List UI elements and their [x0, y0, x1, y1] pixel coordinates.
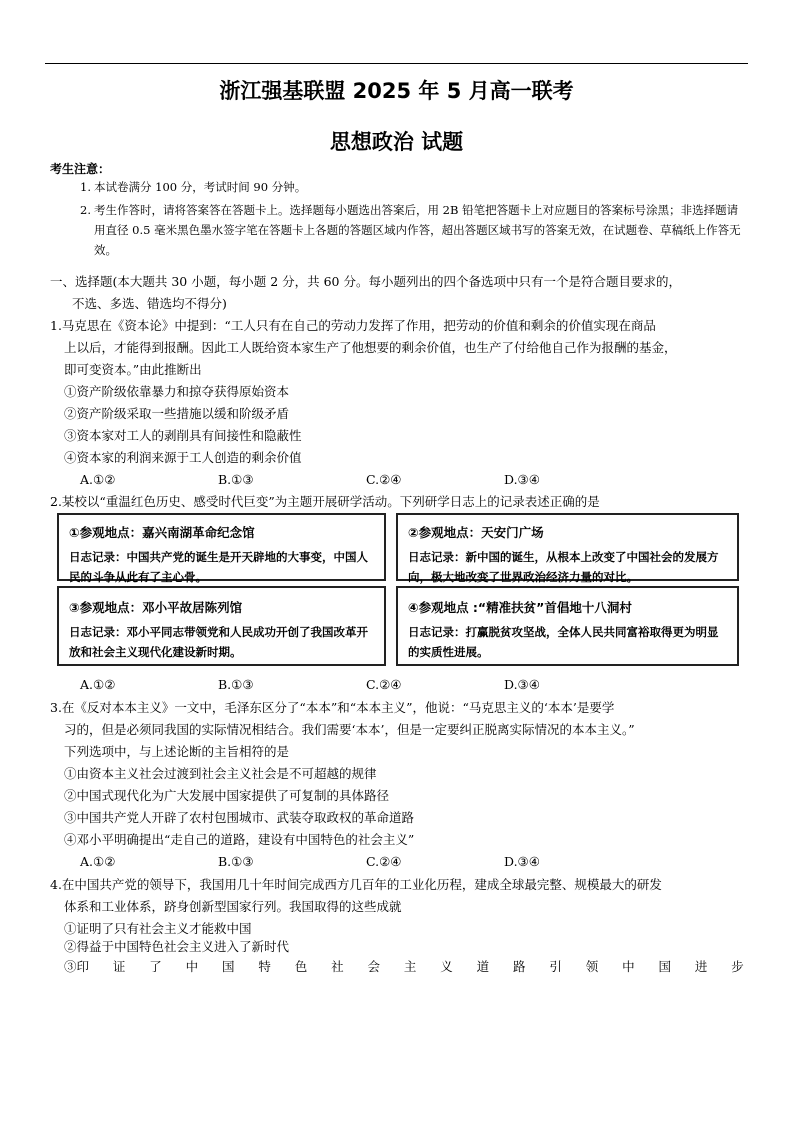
option-b[interactable]: B.①③: [218, 472, 254, 487]
notice-item-text: 考生作答时，请将答案答在答题卡上。选择题每小题选出答案后，用 2B 铅笔把答题卡上对应题目的答案标号涂黑；非选择题请用直径 0.5 毫米黑色墨水签字笔在答题卡上各题的答题区域内作答，超出答题区域书写的答案无效，在试题卷、草稿纸上作答无效。: [94, 203, 741, 257]
q1-statement: ②资产阶级采取一些措施以缓和阶级矛盾: [64, 406, 290, 421]
log-box-1: [57, 513, 386, 584]
spread-char: 色: [294, 959, 308, 974]
q3-stem: 3.在《反对本本主义》一文中，毛泽东区分了“本本”和“本本主义”，他说：“马克思主义的‘本本’是要学: [50, 700, 615, 715]
q4-statement: ②得益于中国特色社会主义进入了新时代: [64, 939, 290, 954]
q4-stem: 体系和工业体系，跻身创新型国家行列。我国取得的这些成就: [64, 899, 402, 914]
option-a[interactable]: A.①②: [80, 854, 116, 869]
q3-statement: ②中国式现代化为广大发展中国家提供了可复制的具体路径: [64, 788, 390, 803]
notice-item-number: 1.: [80, 180, 91, 194]
q4-statement-spread: [64, 956, 744, 978]
q1-statement: ③资本家对工人的剥削具有间接性和隐蔽性: [64, 428, 302, 443]
spread-char: 中: [622, 959, 635, 974]
q2-stem: 2.某校以“重温红色历史、感受时代巨变”为主题开展研学活动。下列研学日志上的记录表述正确的是: [50, 494, 600, 509]
spread-char: ③印: [64, 959, 90, 974]
spread-char: 领: [585, 959, 599, 974]
q3-stem: 习的，但是必须同我国的实际情况相结合。我们需要‘本本’，但是一定要纠正脱离实际情况的本本主义。”: [64, 722, 635, 737]
spread-char: 步: [731, 959, 744, 974]
log-box-4: [396, 586, 739, 666]
spread-char: 特: [258, 959, 271, 974]
log-box-text: 日志记录：邓小平同志带领党和人民成功开创了我国改革开放和社会主义现代化建设新时期。: [69, 625, 368, 659]
option-b[interactable]: B.①③: [218, 854, 254, 869]
spread-char: 会: [367, 959, 381, 974]
spread-char: 主: [403, 959, 417, 974]
log-box-3: [57, 586, 386, 666]
option-d[interactable]: D.③④: [504, 854, 540, 869]
exam-subtitle: 思想政治 试题: [329, 130, 464, 154]
spread-char: 国: [658, 959, 672, 974]
q1-stem: 上以后，才能得到报酬。因此工人既给资本家生产了他想要的剩余价值，也生产了付给他自己作为报酬的基金，: [64, 340, 677, 355]
log-box-heading: ①参观地点：嘉兴南湖革命纪念馆: [69, 525, 255, 540]
q4-stem: 4.在中国共产党的领导下，我国用几十年时间完成西方几百年的工业化历程，建成全球最完整、规模最大的研发: [50, 877, 662, 892]
section-heading: 一、选择题(本大题共 30 小题，每小题 2 分，共 60 分。每小题列出的四个备选项中只有一个是符合题目要求的，: [50, 274, 681, 289]
exam-title: 浙江强基联盟 2025 年 5 月高一联考: [219, 79, 574, 103]
spread-char: 国: [222, 959, 235, 974]
q1-stem: 1.马克思在《资本论》中提到：“工人只有在自己的劳动力发挥了作用，把劳动的价值和剩余的价值实现在商品: [50, 318, 656, 333]
option-d[interactable]: D.③④: [504, 472, 540, 487]
top-divider: [45, 63, 748, 64]
option-b[interactable]: B.①③: [218, 677, 254, 692]
option-c[interactable]: C.②④: [366, 472, 402, 487]
spread-char: 义: [440, 959, 453, 974]
spread-char: 证: [112, 959, 126, 974]
q1-stem: 即可变资本。”由此推断出: [64, 362, 202, 377]
log-box-text: 日志记录：中国共产党的诞生是开天辟地的大事变，中国人民的斗争从此有了主心骨。: [69, 550, 368, 584]
notice-item-text: 本试卷满分 100 分，考试时间 90 分钟。: [94, 180, 307, 194]
notice-item: [80, 177, 748, 197]
notice-heading: 考生注意：: [50, 162, 111, 176]
option-c[interactable]: C.②④: [366, 677, 402, 692]
log-box-text: 日志记录：新中国的诞生，从根本上改变了中国社会的发展方向，极大地改变了世界政治经济力量的对比。: [408, 550, 719, 584]
spread-char: 道: [476, 959, 490, 974]
log-box-2: [396, 513, 739, 584]
q3-statement: ①由资本主义社会过渡到社会主义社会是不可超越的规律: [64, 766, 377, 781]
q1-statement: ④资本家的利润来源于工人创造的剩余价值: [64, 450, 302, 465]
spread-char: 了: [149, 959, 162, 974]
log-box-text: 日志记录：打赢脱贫攻坚战，全体人民共同富裕取得更为明显的实质性进展。: [408, 625, 719, 659]
q1-statement: ①资产阶级依靠暴力和掠夺获得原始资本: [64, 384, 290, 399]
section-heading-cont: 不选、多选、错选均不得分): [72, 296, 227, 311]
q3-statement: ④邓小平明确提出“走自己的道路，建设有中国特色的社会主义”: [64, 832, 415, 847]
q4-statement: ①证明了只有社会主义才能救中国: [64, 921, 252, 936]
q3-stem: 下列选项中，与上述论断的主旨相符的是: [64, 744, 290, 759]
q3-statement: ③中国共产党人开辟了农村包围城市、武装夺取政权的革命道路: [64, 810, 415, 825]
spread-char: 中: [185, 959, 199, 974]
notice-item-number: 2.: [80, 203, 91, 217]
option-d[interactable]: D.③④: [504, 677, 540, 692]
option-a[interactable]: A.①②: [80, 472, 116, 487]
notice-item: [80, 200, 748, 260]
spread-char: 进: [694, 959, 708, 974]
log-box-heading: ②参观地点：天安门广场: [408, 525, 544, 540]
spread-char: 引: [549, 959, 562, 974]
option-a[interactable]: A.①②: [80, 677, 116, 692]
log-box-heading: ③参观地点：邓小平故居陈列馆: [69, 600, 243, 615]
log-box-heading: ④参观地点 :“精准扶贫”首倡地十八洞村: [408, 600, 632, 615]
spread-char: 路: [513, 959, 526, 974]
option-c[interactable]: C.②④: [366, 854, 402, 869]
spread-char: 社: [331, 959, 344, 974]
